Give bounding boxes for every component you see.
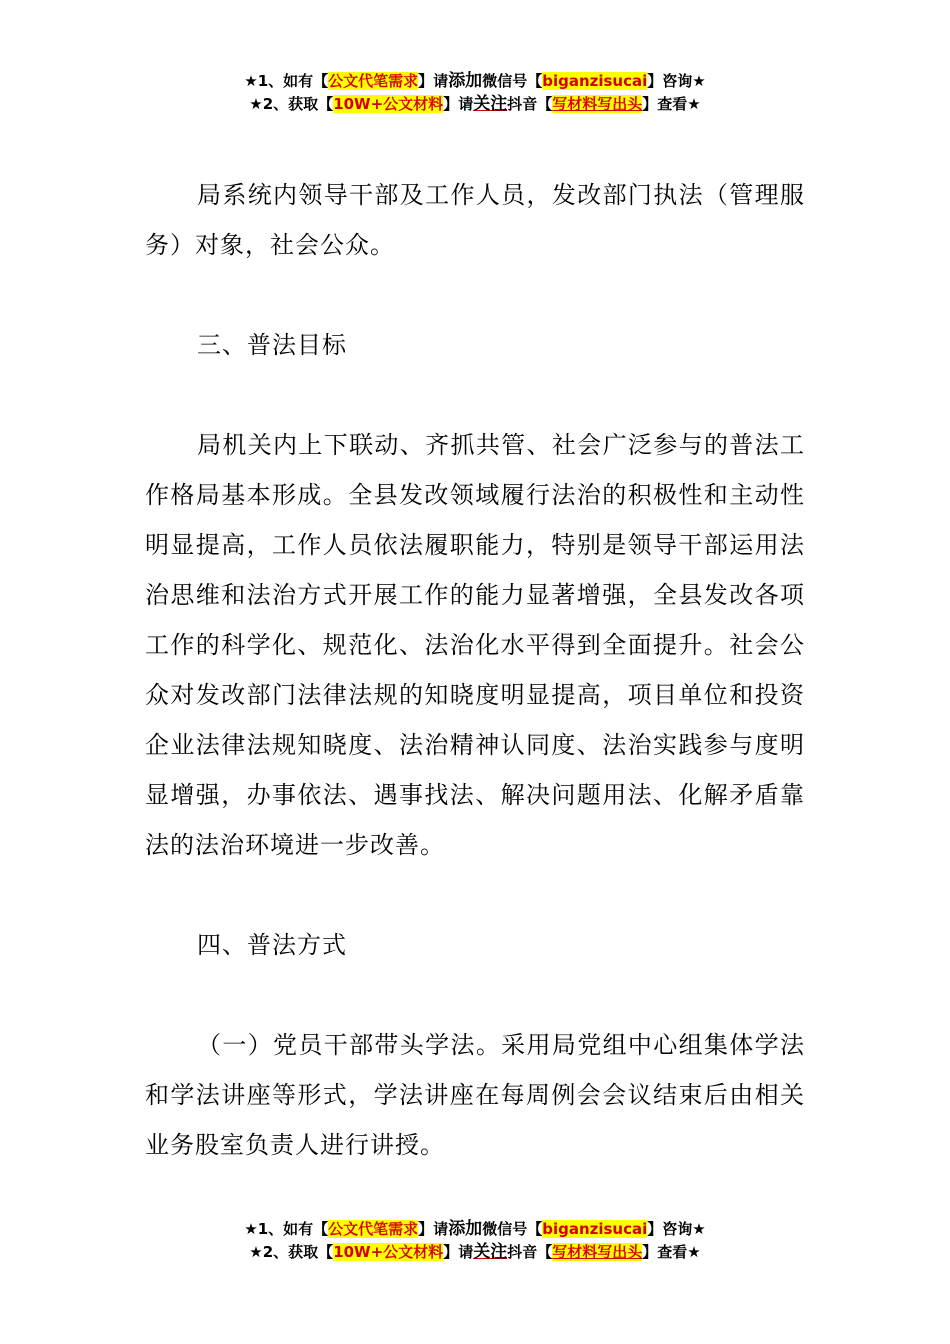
section-heading-3: 三、普法目标 bbox=[197, 331, 347, 359]
banner-text: 微信号【 bbox=[482, 72, 543, 90]
banner-text: ★2、获取【 bbox=[249, 1243, 334, 1261]
banner-emphasis: 关注 bbox=[473, 94, 508, 114]
header-banner bbox=[0, 70, 950, 116]
banner-line-2 bbox=[0, 93, 950, 116]
paragraph-method-1: （一）党员干部带头学法。采用局党组中心组集体学法和学法讲座等形式，学法讲座在每周例会会议结束后由相关业务股室负责人进行讲授。 bbox=[145, 1031, 805, 1159]
banner-text: ★1、如有【 bbox=[244, 1220, 329, 1238]
banner-text: 】查看★ bbox=[642, 1243, 701, 1261]
banner-text: 】请 bbox=[418, 1220, 449, 1238]
banner-text: 抖音【 bbox=[507, 1243, 553, 1261]
paragraph-goals: 局机关内上下联动、齐抓共管、社会广泛参与的普法工作格局基本形成。全县发改领域履行法治的积极性和主动性明显提高，工作人员依法履职能力，特别是领导干部运用法治思维和法治方式开展工作的能力显著增强，全县发改各项工作的科学化、规范化、法治化水平得到全面提升。社会公众对发改部门法律法规的知晓度明显提高，项目单位和投资企业法律法规知晓度、法治精神认同度、法治实践参与度明显增强，办事依法、遇事找法、解决问题用法、化解矛盾靠法的法治环境进一步改善。 bbox=[145, 431, 805, 859]
banner-text: 】请 bbox=[443, 1243, 474, 1261]
banner-text: 】请 bbox=[418, 72, 449, 90]
banner-text: 微信号【 bbox=[482, 1220, 543, 1238]
banner-highlight: 10W+公文材料 bbox=[333, 1243, 444, 1261]
paragraph-audience: 局系统内领导干部及工作人员，发改部门执法（管理服务）对象，社会公众。 bbox=[145, 181, 805, 259]
banner-emphasis: 添加 bbox=[448, 71, 483, 91]
douyin-account: 写材料写出头 bbox=[552, 95, 643, 113]
banner-line-1 bbox=[0, 70, 950, 93]
banner-text: ★1、如有【 bbox=[244, 72, 329, 90]
wechat-id: biganzisucai bbox=[542, 1220, 648, 1238]
banner-line-1 bbox=[0, 1218, 950, 1241]
banner-text: 】请 bbox=[443, 95, 474, 113]
section-heading-4: 四、普法方式 bbox=[197, 931, 347, 959]
wechat-id: biganzisucai bbox=[542, 72, 648, 90]
banner-text: 】咨询★ bbox=[647, 1220, 706, 1238]
banner-highlight: 10W+公文材料 bbox=[333, 95, 444, 113]
banner-text: 抖音【 bbox=[507, 95, 553, 113]
banner-text: ★2、获取【 bbox=[249, 95, 334, 113]
banner-line-2 bbox=[0, 1241, 950, 1264]
banner-highlight: 公文代笔需求 bbox=[328, 72, 419, 90]
banner-text: 】查看★ bbox=[642, 95, 701, 113]
banner-emphasis: 添加 bbox=[448, 1219, 483, 1239]
banner-text: 】咨询★ bbox=[647, 72, 706, 90]
banner-emphasis: 关注 bbox=[473, 1242, 508, 1262]
document-body bbox=[145, 170, 805, 1170]
footer-banner bbox=[0, 1218, 950, 1264]
douyin-account: 写材料写出头 bbox=[552, 1243, 643, 1261]
banner-highlight: 公文代笔需求 bbox=[328, 1220, 419, 1238]
